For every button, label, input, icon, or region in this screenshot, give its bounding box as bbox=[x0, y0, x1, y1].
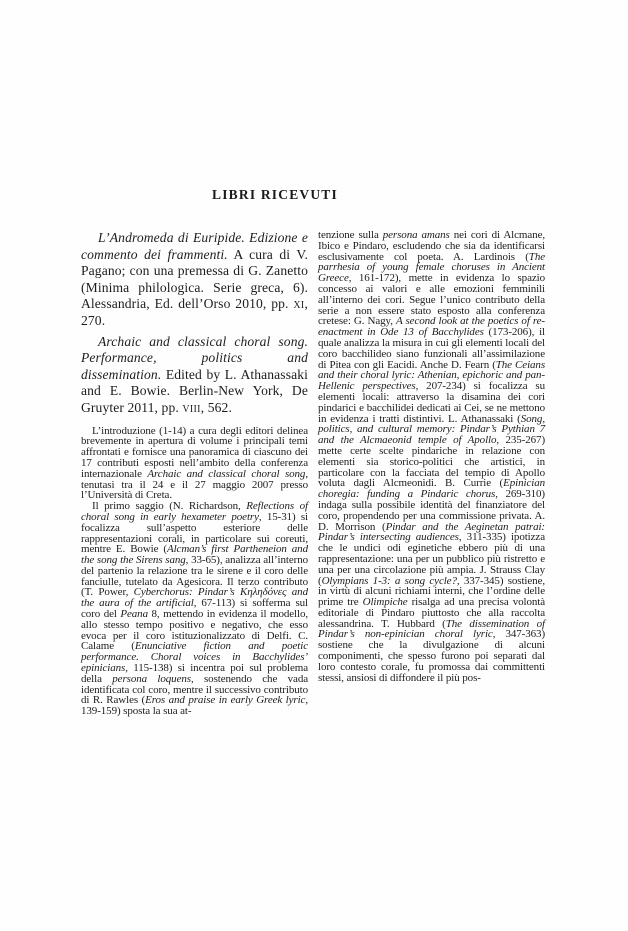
two-column-layout bbox=[81, 230, 545, 717]
review-paragraph-essays: Il primo saggio (N. Richardson, Reflections of choral song in early hexameter poetry, 15-31) si focalizza sull’aspetto esteriore delle rappresentazioni corali, in particolare sui coreuti, mentre E. Bowie (Alcman’s first Partheneion and the song the Sirens sang, 33-65), analizza all’interno del partenio la relazione tra le sirene e il coro delle fanciulle, tutelato da Agesicora. Il terzo contributo (T. Power, Cyberchorus: Pindar’s Κηληδόνες and the aura of the artificial, 67-113) si sofferma sul coro del Peana 8, mettendo in evidenza il modello, allo stesso tempo positivo e negativo, che esso evoca per il coro istituzionalizzato di Delfi. C. Calame (Enunciative fiction and poetic performance. Choral voices in Bacchylides’ epinicians, 115-138) si incentra poi sul problema della persona loquens, sostenendo che vada identificata col coro, mentre il successivo contributo di R. Rawles (Eros and praise in early Greek lyric, 139-159) sposta la sua at- bbox=[81, 500, 309, 718]
book-entry-andromeda: L’Andromeda di Euripide. Edizione e commento dei frammenti. A cura di V. Pagano; con una premessa di G. Zanetto (Minima philologica. Serie greca, 6). Alessandria, Ed. dell’Orso 2010, pp. xi, 270. bbox=[81, 230, 308, 328]
column-left bbox=[81, 230, 308, 717]
column-right bbox=[318, 230, 545, 683]
review-paragraph-introduction: L’introduzione (1-14) a cura degli editori delinea brevemente in apertura di volume i principali temi affrontati e fornisce una panoramica di ciascuno dei 17 contributi esposti nell’ambito della conferenza internazionale Archaic and classical choral song, tenutasi tra il 24 e il 27 maggio 2007 presso l’Università di Creta. bbox=[81, 424, 308, 502]
book-entry-choral-song: Archaic and classical choral song. Performance, politics and dissemination. Edited by L. Athanassaki and E. Bowie. Berlin-New York, De Gruyter 2011, pp. viii, 562. bbox=[81, 333, 308, 415]
page-title: LIBRI RICEVUTI bbox=[212, 187, 338, 202]
review-paragraph-continuation: tenzione sulla persona amans nei cori di Alcmane, Ibico e Pindaro, escludendo che sia da identificarsi esclusivamente col poeta. A. Lardinois (The parrhesia of young female choruses in Ancient Greece, 161-172), mette in evidenza lo spazio concesso ai valori e alle emozioni femminili all’interno dei cori. Segue l’unico contributo della serie a non essere stato esposto alla conferenza cretese: G. Nagy, A second look at the poetics of re-enactment in Ode 13 of Bacchylides (173-206), il quale analizza la misura in cui gli elementi locali del coro bacchilideo siano funzionali all’assimilazione di Pitea con gli Eacidi. Anche D. Fearn (The Ceians and their choral lyric: Athenian, epichoric and pan-Hellenic perspectives, 207-234) si focalizza su elementi locali: attraverso la disamina dei cori pindarici e bacchilidei dedicati ai Cei, se ne mettono in evidenza i tratti distintivi. L. Athanassaki (Song, politics, and cultural memory: Pindar’s Pythian 7 and the Alcmaeonid temple of Apollo, 235-267) mette certe scelte pindariche in relazione con elementi sia storico-politici che artistici, in particolare con la facciata del tempio di Apollo voluta dagli Alcmeonidi. B. Currie (Epinician choregia: funding a Pindaric chorus, 269-310) indaga sulla possibile identità del finanziatore del coro, propendendo per una commissione privata. A. D. Morrison (Pindar and the Aeginetan patrai: Pindar’s intersecting audiences, 311-335) ipotizza che le undici odi eginetiche ebbero più di una rappresentazione: una per un pubblico più ristretto e una per una circolazione più ampia. J. Strauss Clay (Olympians 1-3: a song cycle?, 337-345) sostiene, in virtù di alcuni richiami interni, che l’ordine delle prime tre Olimpiche risalga ad una precisa volontà editoriale di Pindaro piuttosto che alla raccolta alessandrina. T. Hubbard (The dissemination of Pindar’s non-epinician choral lyric, 347-363) sostiene che la divulgazione di alcuni componimenti, che spesso furono poi separati dal loro contesto corale, fu promossa dai committenti stessi, ansiosi di diffondere il più pos- bbox=[318, 229, 546, 684]
text-block bbox=[81, 187, 545, 717]
